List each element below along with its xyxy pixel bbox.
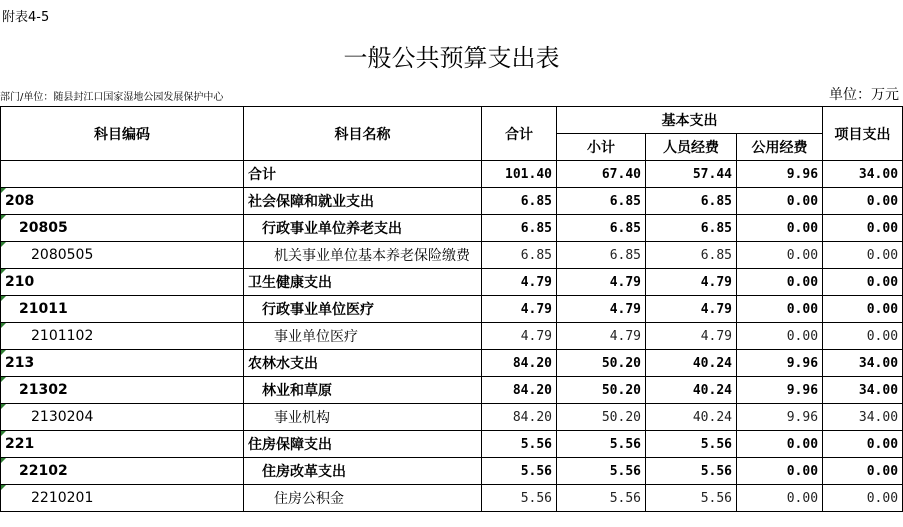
public-cell xyxy=(737,350,823,377)
public-cell-text: 0.00 xyxy=(786,436,819,452)
project-cell-text: 34.00 xyxy=(858,166,899,182)
table-body xyxy=(1,161,903,512)
cell-marker-icon xyxy=(1,404,6,409)
project-cell xyxy=(823,188,903,215)
public-cell-text: 9.96 xyxy=(786,166,819,182)
subtotal-cell xyxy=(557,485,646,512)
code-cell-text: 20805 xyxy=(19,220,68,236)
cell-marker-icon xyxy=(1,485,6,490)
personnel-cell-text: 40.24 xyxy=(692,355,732,371)
total-cell xyxy=(482,242,557,269)
code-cell xyxy=(1,188,244,215)
project-cell xyxy=(823,269,903,296)
name-cell xyxy=(244,377,482,404)
subtotal-cell-text: 67.40 xyxy=(601,166,641,182)
personnel-cell xyxy=(646,161,737,188)
personnel-cell-text: 5.56 xyxy=(700,436,732,452)
project-cell xyxy=(823,350,903,377)
personnel-cell xyxy=(646,458,737,485)
name-cell xyxy=(244,404,482,431)
name-cell xyxy=(244,215,482,242)
subtotal-cell xyxy=(557,431,646,458)
code-cell-text: 2210201 xyxy=(31,490,94,506)
personnel-cell xyxy=(646,188,737,215)
header-personnel: 人员经费 xyxy=(646,134,737,161)
name-cell-text: 林业和草原 xyxy=(262,383,332,399)
total-cell-text: 6.85 xyxy=(520,193,552,209)
name-cell xyxy=(244,458,482,485)
total-cell xyxy=(482,377,557,404)
personnel-cell xyxy=(646,404,737,431)
total-cell xyxy=(482,269,557,296)
code-cell-text: 213 xyxy=(5,355,35,371)
project-cell-text: 0.00 xyxy=(866,490,899,506)
total-cell-text: 101.40 xyxy=(505,166,552,182)
public-cell xyxy=(737,215,823,242)
code-cell xyxy=(1,161,244,188)
code-cell xyxy=(1,242,244,269)
subtotal-cell xyxy=(557,350,646,377)
subtotal-cell-text: 50.20 xyxy=(601,355,641,371)
public-cell xyxy=(737,188,823,215)
total-cell-text: 4.79 xyxy=(520,328,552,344)
personnel-cell-text: 6.85 xyxy=(700,220,732,236)
project-cell xyxy=(823,485,903,512)
table-row xyxy=(1,215,903,242)
personnel-cell xyxy=(646,377,737,404)
header-total: 合计 xyxy=(482,107,557,161)
name-cell xyxy=(244,350,482,377)
project-cell xyxy=(823,161,903,188)
name-cell xyxy=(244,242,482,269)
cell-marker-icon xyxy=(1,350,6,355)
subtotal-cell xyxy=(557,215,646,242)
name-cell xyxy=(244,296,482,323)
subtotal-cell xyxy=(557,188,646,215)
personnel-cell xyxy=(646,431,737,458)
code-cell xyxy=(1,431,244,458)
name-cell-text: 机关事业单位基本养老保险缴费 xyxy=(274,248,470,264)
personnel-cell xyxy=(646,296,737,323)
cell-marker-icon xyxy=(1,431,6,436)
cell-marker-icon xyxy=(1,242,6,247)
subtotal-cell-text: 6.85 xyxy=(609,247,641,263)
name-cell xyxy=(244,431,482,458)
total-cell xyxy=(482,350,557,377)
public-cell xyxy=(737,485,823,512)
total-cell-text: 6.85 xyxy=(520,247,552,263)
header-basic: 基本支出 xyxy=(557,107,823,134)
project-cell xyxy=(823,215,903,242)
department-label: 部门/单位：随县封江口国家湿地公园发展保护中心 xyxy=(0,92,224,103)
public-cell-text: 9.96 xyxy=(786,355,819,371)
public-cell-text: 0.00 xyxy=(786,193,819,209)
subtotal-cell xyxy=(557,161,646,188)
public-cell xyxy=(737,404,823,431)
project-cell xyxy=(823,296,903,323)
name-cell xyxy=(244,269,482,296)
total-cell-text: 84.20 xyxy=(512,382,552,398)
code-cell xyxy=(1,485,244,512)
code-cell xyxy=(1,323,244,350)
code-cell xyxy=(1,350,244,377)
project-cell xyxy=(823,377,903,404)
subtotal-cell xyxy=(557,296,646,323)
personnel-cell-text: 4.79 xyxy=(700,328,732,344)
public-cell-text: 0.00 xyxy=(786,220,819,236)
subtotal-cell-text: 4.79 xyxy=(609,328,641,344)
personnel-cell-text: 5.56 xyxy=(700,463,732,479)
name-cell-text: 合计 xyxy=(248,167,276,183)
code-cell xyxy=(1,458,244,485)
table-row xyxy=(1,296,903,323)
code-cell-text: 210 xyxy=(5,274,35,290)
table-row xyxy=(1,323,903,350)
cell-marker-icon xyxy=(1,188,6,193)
public-cell-text: 0.00 xyxy=(786,301,819,317)
project-cell-text: 0.00 xyxy=(866,436,899,452)
personnel-cell-text: 57.44 xyxy=(692,166,732,182)
public-cell xyxy=(737,377,823,404)
subtotal-cell xyxy=(557,458,646,485)
table-row xyxy=(1,377,903,404)
table-row xyxy=(1,350,903,377)
code-cell xyxy=(1,377,244,404)
name-cell-text: 行政事业单位医疗 xyxy=(262,302,374,318)
personnel-cell xyxy=(646,350,737,377)
public-cell xyxy=(737,161,823,188)
public-cell-text: 0.00 xyxy=(786,247,819,263)
table-row xyxy=(1,161,903,188)
total-cell-text: 4.79 xyxy=(520,274,552,290)
cell-marker-icon xyxy=(1,269,6,274)
page-title: 一般公共预算支出表 xyxy=(343,44,560,72)
annex-label: 附表4-5 xyxy=(2,10,50,25)
subtotal-cell xyxy=(557,242,646,269)
subtotal-cell-text: 4.79 xyxy=(609,301,641,317)
name-cell-text: 卫生健康支出 xyxy=(248,275,332,291)
unit-label: 单位：万元 xyxy=(829,87,899,103)
code-cell-text: 2080505 xyxy=(31,247,94,263)
cell-marker-icon xyxy=(1,377,6,382)
header-subtotal: 小计 xyxy=(557,134,646,161)
project-cell-text: 0.00 xyxy=(866,247,899,263)
header-public: 公用经费 xyxy=(737,134,823,161)
code-cell-text: 2101102 xyxy=(31,328,94,344)
header-project: 项目支出 xyxy=(823,107,903,161)
total-cell-text: 6.85 xyxy=(520,220,552,236)
name-cell xyxy=(244,161,482,188)
total-cell-text: 5.56 xyxy=(520,463,552,479)
name-cell-text: 住房公积金 xyxy=(274,491,344,507)
project-cell-text: 34.00 xyxy=(858,382,899,398)
personnel-cell xyxy=(646,323,737,350)
public-cell-text: 0.00 xyxy=(786,328,819,344)
header-name: 科目名称 xyxy=(244,107,482,161)
total-cell xyxy=(482,161,557,188)
project-cell xyxy=(823,323,903,350)
subtotal-cell xyxy=(557,323,646,350)
personnel-cell-text: 4.79 xyxy=(700,301,732,317)
name-cell-text: 事业机构 xyxy=(274,410,330,426)
table-row xyxy=(1,242,903,269)
cell-marker-icon xyxy=(1,323,6,328)
public-cell xyxy=(737,431,823,458)
name-cell xyxy=(244,188,482,215)
subtotal-cell xyxy=(557,269,646,296)
code-cell xyxy=(1,215,244,242)
table-row xyxy=(1,431,903,458)
table-row xyxy=(1,485,903,512)
personnel-cell xyxy=(646,269,737,296)
subtotal-cell-text: 6.85 xyxy=(609,220,641,236)
public-cell xyxy=(737,296,823,323)
public-cell-text: 9.96 xyxy=(786,382,819,398)
subtotal-cell xyxy=(557,377,646,404)
personnel-cell-text: 5.56 xyxy=(700,490,732,506)
subtotal-cell-text: 5.56 xyxy=(609,436,641,452)
cell-marker-icon xyxy=(1,296,6,301)
public-cell-text: 0.00 xyxy=(786,490,819,506)
total-cell-text: 84.20 xyxy=(512,409,552,425)
public-cell-text: 0.00 xyxy=(786,274,819,290)
name-cell-text: 事业单位医疗 xyxy=(274,329,358,345)
personnel-cell-text: 6.85 xyxy=(700,193,732,209)
table-row xyxy=(1,188,903,215)
personnel-cell-text: 40.24 xyxy=(692,409,732,425)
name-cell xyxy=(244,485,482,512)
personnel-cell-text: 4.79 xyxy=(700,274,732,290)
code-cell-text: 208 xyxy=(5,193,35,209)
public-cell xyxy=(737,269,823,296)
subtotal-cell-text: 4.79 xyxy=(609,274,641,290)
subtotal-cell-text: 5.56 xyxy=(609,463,641,479)
total-cell-text: 4.79 xyxy=(520,301,552,317)
project-cell-text: 0.00 xyxy=(866,301,899,317)
project-cell xyxy=(823,242,903,269)
public-cell xyxy=(737,323,823,350)
subtotal-cell-text: 6.85 xyxy=(609,193,641,209)
total-cell-text: 84.20 xyxy=(512,355,552,371)
total-cell xyxy=(482,431,557,458)
cell-marker-icon xyxy=(1,458,6,463)
code-cell-text: 21302 xyxy=(19,382,68,398)
table-row xyxy=(1,458,903,485)
project-cell-text: 0.00 xyxy=(866,328,899,344)
project-cell xyxy=(823,458,903,485)
total-cell-text: 5.56 xyxy=(520,490,552,506)
project-cell-text: 0.00 xyxy=(866,193,899,209)
project-cell-text: 0.00 xyxy=(866,274,899,290)
name-cell-text: 农林水支出 xyxy=(248,356,318,372)
personnel-cell-text: 40.24 xyxy=(692,382,732,398)
table-row xyxy=(1,269,903,296)
expenditure-table xyxy=(0,106,903,512)
public-cell xyxy=(737,458,823,485)
public-cell-text: 9.96 xyxy=(786,409,819,425)
project-cell-text: 0.00 xyxy=(866,463,899,479)
public-cell xyxy=(737,242,823,269)
project-cell-text: 34.00 xyxy=(858,409,899,425)
project-cell xyxy=(823,404,903,431)
total-cell xyxy=(482,323,557,350)
code-cell-text: 22102 xyxy=(19,463,68,479)
name-cell xyxy=(244,323,482,350)
total-cell xyxy=(482,188,557,215)
total-cell xyxy=(482,296,557,323)
personnel-cell-text: 6.85 xyxy=(700,247,732,263)
name-cell-text: 行政事业单位养老支出 xyxy=(262,221,402,237)
total-cell xyxy=(482,458,557,485)
code-cell xyxy=(1,404,244,431)
total-cell-text: 5.56 xyxy=(520,436,552,452)
code-cell-text: 2130204 xyxy=(31,409,94,425)
code-cell xyxy=(1,269,244,296)
total-cell xyxy=(482,404,557,431)
project-cell xyxy=(823,431,903,458)
total-cell xyxy=(482,485,557,512)
subtotal-cell-text: 50.20 xyxy=(601,409,641,425)
code-cell xyxy=(1,296,244,323)
table-row xyxy=(1,404,903,431)
subtotal-cell-text: 5.56 xyxy=(609,490,641,506)
name-cell-text: 社会保障和就业支出 xyxy=(248,194,374,210)
code-cell-text: 221 xyxy=(5,436,35,452)
personnel-cell xyxy=(646,242,737,269)
total-cell xyxy=(482,215,557,242)
name-cell-text: 住房保障支出 xyxy=(248,437,332,453)
subtotal-cell-text: 50.20 xyxy=(601,382,641,398)
subtotal-cell xyxy=(557,404,646,431)
project-cell-text: 34.00 xyxy=(858,355,899,371)
name-cell-text: 住房改革支出 xyxy=(262,464,346,480)
header-code: 科目编码 xyxy=(1,107,244,161)
project-cell-text: 0.00 xyxy=(866,220,899,236)
personnel-cell xyxy=(646,215,737,242)
code-cell-text: 21011 xyxy=(19,301,68,317)
personnel-cell xyxy=(646,485,737,512)
public-cell-text: 0.00 xyxy=(786,463,819,479)
cell-marker-icon xyxy=(1,215,6,220)
